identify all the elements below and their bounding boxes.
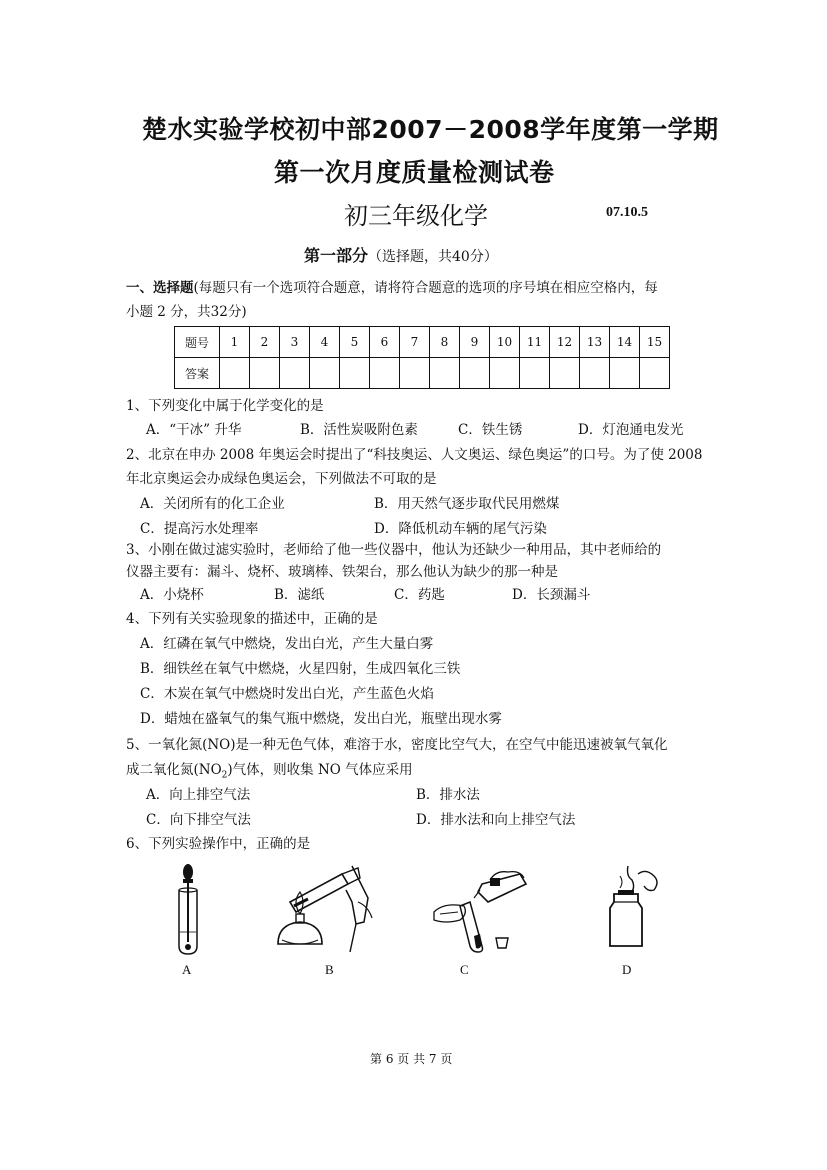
q5-stem-post: )气体，则收集 NO 气体应采用 bbox=[227, 762, 413, 778]
section-heading: 一、选择题 bbox=[126, 280, 194, 296]
question-number: 3 bbox=[280, 327, 310, 358]
figure-d-smelling-illustration bbox=[598, 862, 662, 958]
figure-d-label: D bbox=[622, 962, 632, 977]
q3-stem-line-1: 3、小刚在做过滤实验时，老师给了他一些仪器中，他认为还缺少一种用品，其中老师给的 bbox=[126, 542, 662, 558]
answer-cell[interactable] bbox=[400, 358, 430, 389]
part-title: 第一部分 bbox=[304, 246, 369, 265]
question-number: 6 bbox=[370, 327, 400, 358]
q1-option-c: C．铁生锈 bbox=[458, 422, 523, 438]
title-line-2: 第一次月度质量检测试卷 bbox=[274, 158, 555, 187]
answer-cell[interactable] bbox=[370, 358, 400, 389]
answer-cell[interactable] bbox=[520, 358, 550, 389]
q3-option-d: D．长颈漏斗 bbox=[512, 587, 591, 603]
q1-option-b: B．活性炭吸附色素 bbox=[300, 422, 418, 438]
q5-stem-pre: 成二氧化氮(NO bbox=[126, 762, 222, 778]
q5-option-c: C．向下排空气法 bbox=[146, 812, 251, 828]
question-number: 15 bbox=[640, 327, 670, 358]
answer-cell[interactable] bbox=[310, 358, 340, 389]
page-footer: 第 6 页 共 7 页 bbox=[370, 1052, 453, 1066]
answer-cell[interactable] bbox=[550, 358, 580, 389]
question-number: 5 bbox=[340, 327, 370, 358]
q3-option-a: A．小烧杯 bbox=[140, 587, 204, 603]
q5-subscript: 2 bbox=[221, 770, 228, 781]
q2-stem-line-1: 2、北京在申办 2008 年奥运会时提出了“科技奥运、人文奥运、绿色奥运”的口号。为了使 2008 bbox=[126, 447, 703, 463]
q5-stem-line-2 bbox=[126, 760, 413, 786]
question-number-header: 题号 bbox=[175, 327, 220, 358]
part-heading bbox=[304, 243, 498, 266]
q3-option-c: C．药匙 bbox=[394, 587, 445, 603]
q1-option-d: D．灯泡通电发光 bbox=[578, 422, 684, 438]
part-note: （选择题，共40分） bbox=[368, 249, 498, 265]
instruction-line-1: (每题只有一个选项符合题意，请将符合题意的选项的序号填在相应空格内，每 bbox=[193, 280, 658, 296]
table-row-numbers bbox=[175, 327, 670, 358]
instruction-line-2: 小题 2 分，共32分) bbox=[126, 304, 247, 320]
question-number: 7 bbox=[400, 327, 430, 358]
q2-stem-line-2: 年北京奥运会办成绿色奥运会，下列做法不可取的是 bbox=[126, 471, 437, 487]
q2-option-d: D．降低机动车辆的尾气污染 bbox=[374, 521, 547, 537]
q4-option-d: D．蜡烛在盛氧气的集气瓶中燃烧，发出白光，瓶壁出现水雾 bbox=[140, 711, 502, 727]
q4-option-c: C．木炭在氧气中燃烧时发出白光，产生蓝色火焰 bbox=[140, 686, 434, 702]
answer-cell[interactable] bbox=[640, 358, 670, 389]
subject-title: 初三年级化学 bbox=[344, 202, 488, 230]
q2-option-c: C．提高污水处理率 bbox=[140, 521, 259, 537]
answer-cell[interactable] bbox=[280, 358, 310, 389]
q5-option-a: A．向上排空气法 bbox=[146, 787, 251, 803]
q5-option-d: D．排水法和向上排空气法 bbox=[416, 812, 576, 828]
answer-cell[interactable] bbox=[580, 358, 610, 389]
answer-header: 答案 bbox=[175, 358, 220, 389]
figure-a-dropper-illustration bbox=[170, 862, 206, 958]
q6-stem: 6、下列实验操作中，正确的是 bbox=[126, 836, 311, 852]
figure-b-heating-illustration bbox=[272, 862, 382, 958]
answer-cell[interactable] bbox=[430, 358, 460, 389]
answer-cell[interactable] bbox=[220, 358, 250, 389]
q3-option-b: B．滤纸 bbox=[274, 587, 325, 603]
question-number: 8 bbox=[430, 327, 460, 358]
question-number: 9 bbox=[460, 327, 490, 358]
answer-cell[interactable] bbox=[250, 358, 280, 389]
answer-table bbox=[174, 326, 670, 389]
q1-stem: 1、下列变化中属于化学变化的是 bbox=[126, 398, 324, 414]
question-number: 11 bbox=[520, 327, 550, 358]
q5-stem-line-1: 5、一氧化氮(NO)是一种无色气体，难溶于水，密度比空气大，在空气中能迅速被氧气氧化 bbox=[126, 737, 668, 753]
exam-date: 07.10.5 bbox=[606, 205, 648, 220]
question-number: 10 bbox=[490, 327, 520, 358]
q3-stem-line-2: 仪器主要有：漏斗、烧杯、玻璃棒、铁架台，那么他认为缺少的那一种是 bbox=[126, 564, 558, 580]
question-number: 12 bbox=[550, 327, 580, 358]
figure-c-pouring-illustration bbox=[430, 862, 530, 958]
figure-c-label: C bbox=[460, 962, 469, 977]
question-number: 13 bbox=[580, 327, 610, 358]
figure-b-label: B bbox=[325, 962, 334, 977]
section-instruction bbox=[126, 278, 658, 298]
q4-option-a: A．红磷在氧气中燃烧，发出白光，产生大量白雾 bbox=[140, 636, 434, 652]
answer-cell[interactable] bbox=[610, 358, 640, 389]
figure-a-label: A bbox=[182, 962, 192, 977]
q4-stem: 4、下列有关实验现象的描述中，正确的是 bbox=[126, 611, 378, 627]
q4-option-b: B．细铁丝在氧气中燃烧，火星四射，生成四氧化三铁 bbox=[140, 661, 461, 677]
answer-cell[interactable] bbox=[490, 358, 520, 389]
question-number: 2 bbox=[250, 327, 280, 358]
q2-option-b: B．用天然气逐步取代民用燃煤 bbox=[374, 496, 560, 512]
q5-option-b: B．排水法 bbox=[416, 787, 480, 803]
answer-cell[interactable] bbox=[340, 358, 370, 389]
table-row-answers bbox=[175, 358, 670, 389]
question-number: 14 bbox=[610, 327, 640, 358]
answer-cell[interactable] bbox=[460, 358, 490, 389]
question-number: 4 bbox=[310, 327, 340, 358]
question-number: 1 bbox=[220, 327, 250, 358]
q2-option-a: A．关闭所有的化工企业 bbox=[140, 496, 285, 512]
q1-option-a: A．“干冰” 升华 bbox=[146, 422, 242, 438]
title-line-1: 楚水实验学校初中部2007－2008学年度第一学期 bbox=[142, 115, 719, 144]
